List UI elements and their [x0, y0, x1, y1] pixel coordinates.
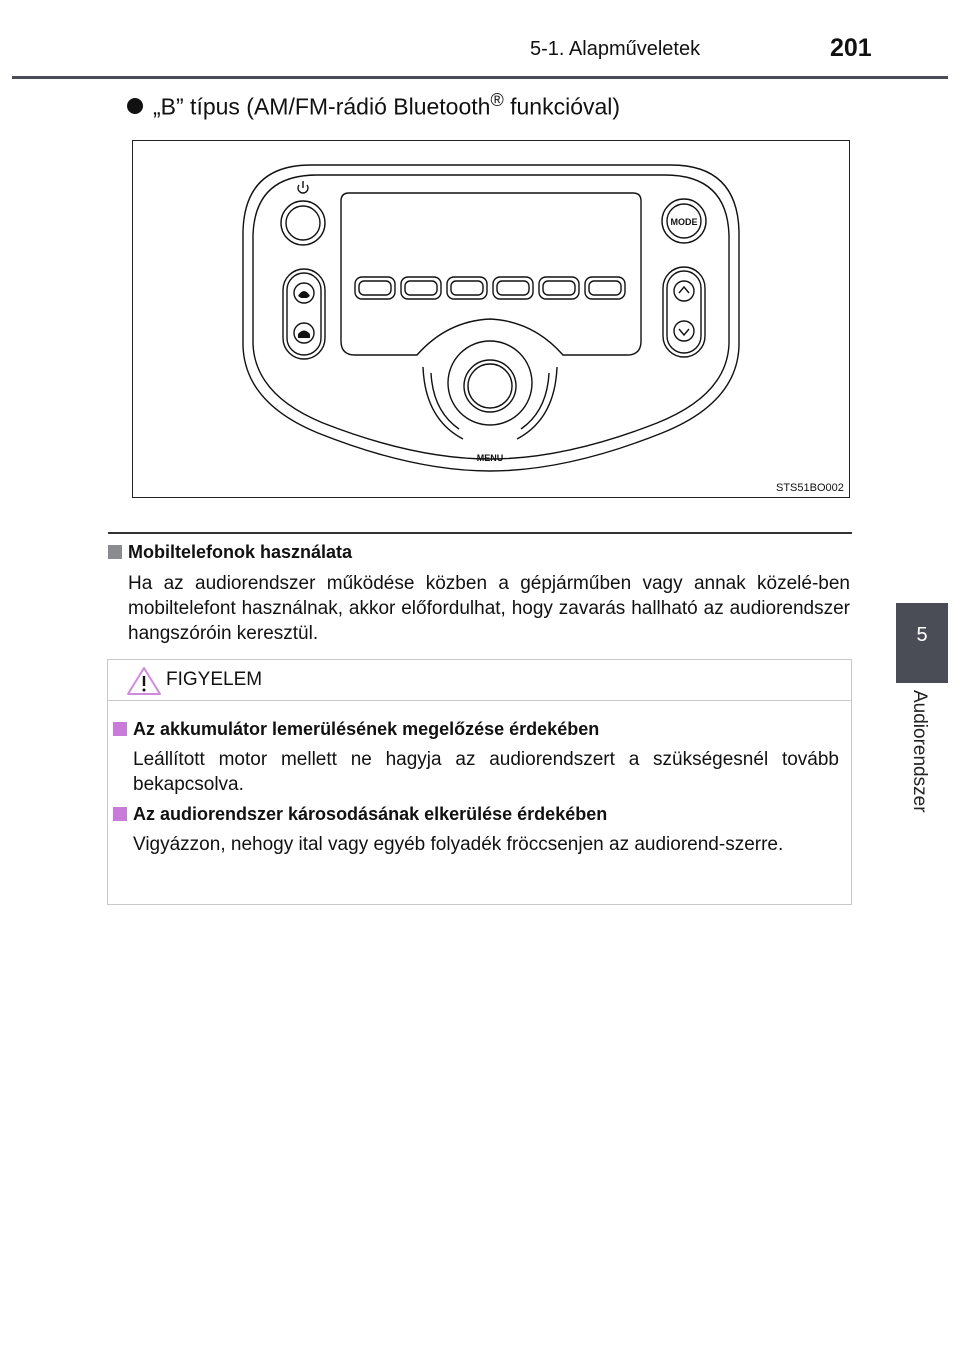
warning-item-1-body: Leállított motor mellett ne hagyja az audiorendszert a szükségesnél tovább bekapcsolva.: [133, 749, 839, 795]
audio-unit-illustration: [133, 141, 849, 497]
bullet-heading-tail: funkcióval): [503, 93, 621, 120]
header-rule: [12, 76, 948, 79]
preset-button-5: [539, 277, 579, 299]
bullet-heading-text: „B” típus (AM/FM-rádió Bluetooth: [153, 93, 491, 120]
registered-mark: ®: [490, 90, 504, 110]
warning-item-2-body: Vigyázzon, nehogy ital vagy egyéb folyadék fröccsenjen az audiorend-szerre.: [133, 834, 784, 855]
audio-unit-figure: [132, 140, 850, 498]
warning-square-icon: [113, 722, 127, 736]
preset-button-6: [585, 277, 625, 299]
warning-item-1-title: Az akkumulátor lemerülésének megelőzése érdekében: [133, 719, 600, 739]
bullet-dot-icon: [127, 98, 143, 114]
mode-label: MODE: [670, 217, 698, 227]
section-rule: [108, 532, 852, 534]
preset-button-1: [355, 277, 395, 299]
bullet-heading: [127, 90, 620, 121]
menu-label: MENU: [476, 453, 504, 463]
section-square-icon: [108, 545, 122, 559]
phone-hangup-icon: [298, 331, 310, 339]
section-heading-text: Mobiltelefonok használata: [128, 542, 353, 562]
preset-buttons: [355, 277, 625, 299]
warning-item-2-heading: [113, 804, 607, 825]
page-number: 201: [830, 34, 872, 62]
warning-item-2-title: Az audiorendszer károsodásának elkerülése érdekében: [133, 804, 608, 824]
preset-button-2: [401, 277, 441, 299]
warning-title: FIGYELEM: [166, 669, 263, 690]
chapter-tab-label-wrap: [888, 690, 948, 830]
running-header-section: 5-1. Alapműveletek: [530, 38, 701, 60]
seek-down-button: [674, 321, 694, 341]
power-knob: [281, 201, 325, 245]
menu-knob: [464, 360, 516, 412]
warning-item-1-heading: [113, 719, 599, 740]
warning-square-icon: [113, 807, 127, 821]
preset-button-4: [493, 277, 533, 299]
figure-code: STS51BO002: [776, 482, 844, 494]
seek-up-button: [674, 281, 694, 301]
preset-button-3: [447, 277, 487, 299]
warning-triangle-icon: [126, 666, 162, 701]
section-body: Ha az audiorendszer működése közben a gépjárműben vagy annak közelé-ben mobiltelefont használnak, akkor előfordulhat, hogy zavarás hallható az audiorendszer hangszóróin keresztül.: [128, 573, 850, 644]
chapter-tab: 5: [896, 603, 948, 683]
section-heading: [108, 542, 352, 563]
chapter-tab-label: Audiorendszer: [909, 690, 930, 813]
phone-pickup-icon: [298, 291, 310, 298]
